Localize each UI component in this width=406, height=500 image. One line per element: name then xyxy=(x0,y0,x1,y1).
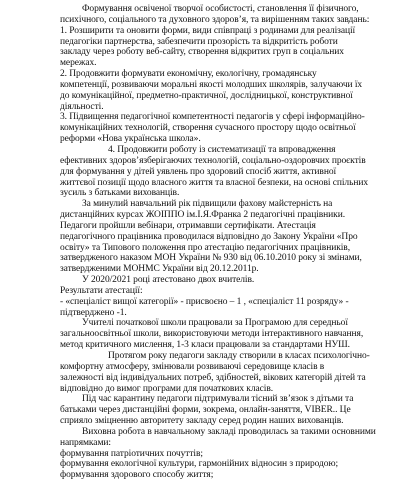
text-line: до комунікаційної, предметно-практичної, дослідницької, конструктивної xyxy=(60,90,353,101)
text-line: залежності від індивідуальних потреб, здібностей, вікових категорій дітей та xyxy=(60,372,366,383)
text-line: діяльності. xyxy=(60,101,104,112)
text-line: закладу через роботу веб-сайту, створення відкритих груп в соціальних xyxy=(60,47,344,58)
text-line: педагогіки партнерства, забезпечити прозорість та відкритість роботи xyxy=(60,36,338,47)
text-line: Формування освіченої творчої особистості, становлення її фізичного, xyxy=(82,4,359,14)
text-line: У 2020/2021 році атестовано двох вчителів. xyxy=(82,275,255,286)
text-line: - «спеціаліст вищої категорії» - присвоєно – 1 , «спеціаліст 11 розряду» - xyxy=(60,296,349,307)
text-line: метод критичного мислення, 1-3 класи працювали за стандартами НУШ. xyxy=(60,340,350,351)
text-line: формування здорового способу життя; xyxy=(60,470,214,481)
text-line: загальноосвітньої школи, використовуючи методи інтерактивного навчання, xyxy=(60,329,364,340)
text-line: Виховна робота в навчальному закладі проводилась за такими основними xyxy=(82,426,376,437)
text-line: формування патріотичних почуттів; xyxy=(60,448,203,459)
text-line: сприяло зміцненню авторитету закладу серед родин наших вихованців. xyxy=(60,416,344,427)
text-line: освіту» та Типового положення про атестацію педагогічних працівників, xyxy=(60,242,350,253)
text-line: комфортну атмосферу, змінювали розвиваючі середовище класів в xyxy=(60,361,325,372)
text-line: педагогічного працівника проводилася відповідно до Закону України «Про xyxy=(60,231,358,242)
text-line: ефективних здоров’язберігаючих технологій, соціально-оздоровчих проєктів xyxy=(60,155,366,166)
text-line: дистанційних курсах ЖОІППО ім.І.Я.Франка 2 педагогічні працівники. xyxy=(60,210,346,221)
text-line: Результати атестації: xyxy=(60,285,143,296)
text-line: для формування у дітей уявлень про здоровий спосіб життя, активної xyxy=(60,166,337,177)
text-line: затвердженими МОНМС України від 20.12.2011р. xyxy=(60,264,259,275)
text-line: мережах. xyxy=(60,58,97,69)
text-line: Учителі початкової школи працювали за Програмою для середньої xyxy=(82,318,348,329)
text-line: затвердженого наказом МОН України № 930 від 06.10.2010 року зі змінами, xyxy=(60,253,362,264)
text-line: життєвої позиції щодо власного життя та власної безпеки, на основі спільних xyxy=(60,177,369,188)
text-line: підтверджено -1. xyxy=(60,307,127,318)
text-line: За минулий навчальний рік підвищили фахову майстерність на xyxy=(82,199,333,210)
text-line: психічного, соціального та духовного здоров’я, та вирішенням таких завдань: xyxy=(60,14,370,25)
text-line: Під час карантину педагоги підтримували тісний зв’язок з дітьми та xyxy=(82,394,354,405)
text-line: компетенції, розвиваючи моральні якості молодших школярів, залучаючи їх xyxy=(60,79,363,90)
text-line: формування екологічної культури, гармонійних відносин з природою; xyxy=(60,459,339,470)
text-line: 4. Продовжити роботу із систематизації та впровадження xyxy=(108,144,336,155)
text-line: реформи «Нова українська школа». xyxy=(60,134,201,145)
text-line: зусиль з батьками вихованців. xyxy=(60,188,180,199)
text-line: Педагоги пройшли вебінари, отримавши сертифікати. Атестація xyxy=(60,220,316,231)
text-line: батьками через дистанційні форми, зокрема, онлайн-заняття, VIBER.. Це xyxy=(60,405,351,416)
text-line: відповідно до вимог програми для початкових класів. xyxy=(60,383,274,394)
text-line: комунікаційних технологій, створення сучасного простору щодо освітньої xyxy=(60,123,356,134)
text-line: Протягом року педагоги закладу створили в класах психологічно- xyxy=(108,351,370,361)
text-line: напрямками: xyxy=(60,437,111,448)
text-line: 1. Розширити та оновити форми, види співпраці з родинами для реалізації xyxy=(60,25,356,36)
text-line: 2. Продовжити формувати економічну, екологічну, громадянську xyxy=(60,69,317,80)
text-line: 3. Підвищення педагогічної компетентності педагогів у сфері інформаційно- xyxy=(60,112,365,123)
